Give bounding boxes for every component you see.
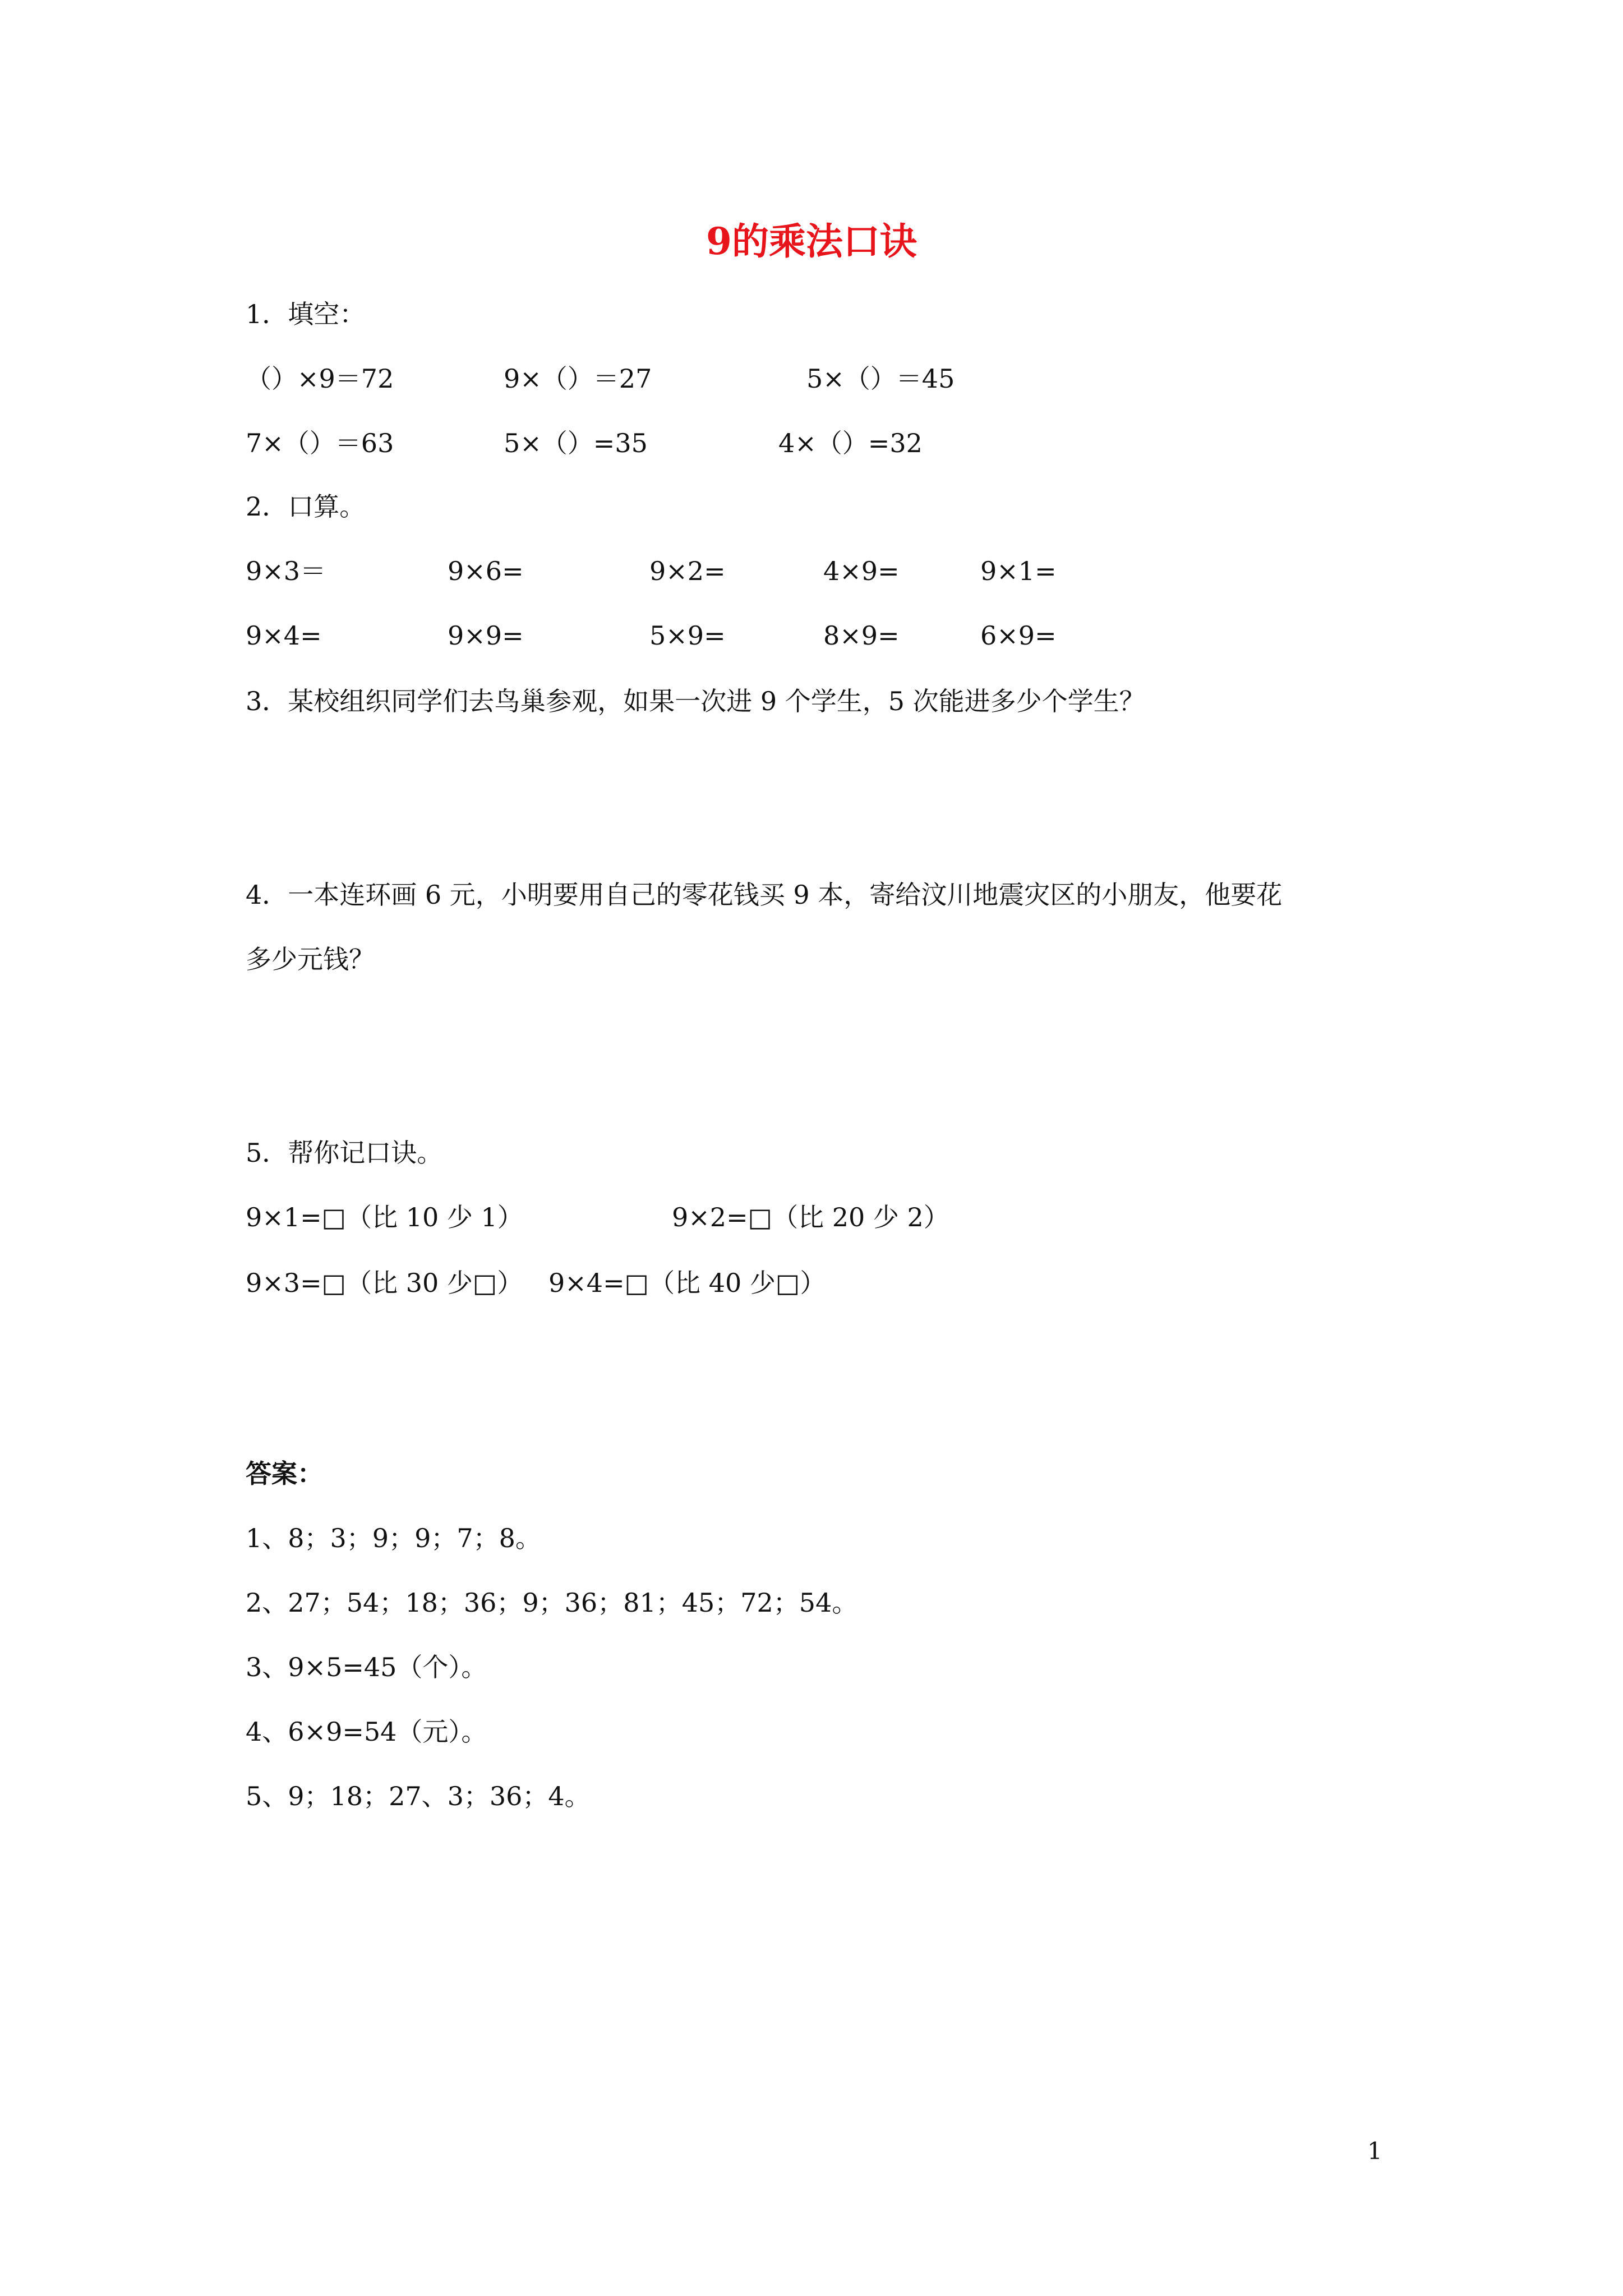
- page-title: 9的乘法口诀: [706, 219, 917, 263]
- q2-item: 9×6=: [448, 556, 524, 586]
- q4-line-1: 4．一本连环画 6 元，小明要用自己的零花钱买 9 本，寄给汶川地震灾区的小朋友，他要花: [246, 880, 1283, 910]
- q5-item: 9×3=□（比 30 少□）: [246, 1268, 523, 1298]
- q2-heading: 2．口算。: [246, 491, 366, 522]
- q3-text: 3．某校组织同学们去鸟巢参观，如果一次进 9 个学生，5 次能进多少个学生？: [246, 686, 1145, 716]
- q1-heading: 1．填空：: [246, 299, 366, 329]
- q2-item: 5×9=: [649, 620, 726, 651]
- q2-item: 8×9=: [823, 620, 900, 651]
- page-number: 1: [1367, 2137, 1382, 2165]
- q2-item: 9×3＝: [246, 556, 326, 586]
- q4-line-2: 多少元钱？: [246, 944, 375, 974]
- q1-item: 5×（）＝45: [806, 364, 955, 394]
- q2-item: 9×2=: [649, 556, 726, 586]
- answer-item: 5、9；18；27、3；36；4。: [246, 1781, 591, 1811]
- q1-item: 9×（）＝27: [504, 364, 652, 394]
- q1-item: 4×（）=32: [778, 428, 923, 458]
- q5-item: 9×4=□（比 40 少□）: [548, 1268, 826, 1298]
- q2-item: 9×1=: [980, 556, 1057, 586]
- q5-item: 9×2=□（比 20 少 2）: [672, 1202, 949, 1232]
- q1-item: 7×（）＝63: [246, 428, 394, 458]
- answers-heading: 答案：: [246, 1458, 323, 1489]
- answer-item: 2、27；54；18；36；9；36；81；45；72；54。: [246, 1588, 858, 1618]
- q5-heading: 5．帮你记口诀。: [246, 1138, 443, 1168]
- q1-item: （）×9＝72: [246, 364, 394, 394]
- answer-item: 1、8；3；9；9；7；8。: [246, 1523, 541, 1553]
- q5-item: 9×1=□（比 10 少 1）: [246, 1202, 523, 1232]
- q2-item: 4×9=: [823, 556, 900, 586]
- q2-item: 9×9=: [448, 620, 524, 651]
- q2-item: 6×9=: [980, 620, 1057, 651]
- answer-item: 4、6×9=54（元）。: [246, 1717, 487, 1747]
- q2-item: 9×4=: [246, 620, 322, 651]
- answer-item: 3、9×5=45（个）。: [246, 1652, 487, 1682]
- q1-item: 5×（）=35: [504, 428, 648, 458]
